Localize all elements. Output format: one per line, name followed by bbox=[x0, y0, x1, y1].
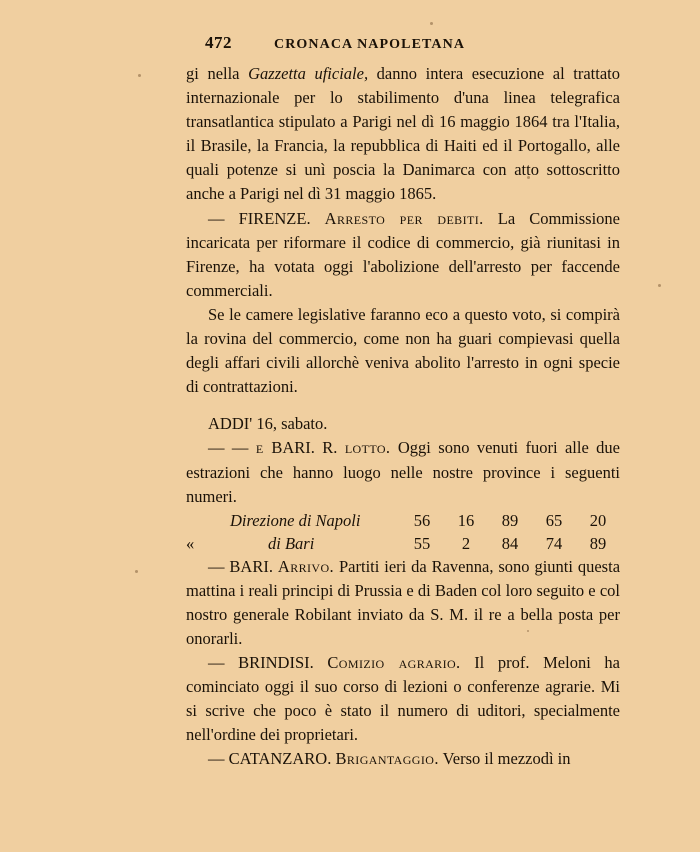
paragraph-text: La Commissione incaricata per riformare il codice di commercio, già riunitasi in Firenze, ha votata oggi l'abolizione dell'arresto per faccende commerciali. bbox=[186, 208, 620, 300]
lotto-number: 20 bbox=[589, 510, 607, 530]
lotto-number: 16 bbox=[457, 510, 475, 530]
paragraph-text: Partiti ieri da Ravenna, sono giunti questa mattina i reali principi di Prussia e di Baden col loro seguito e col nostro generale Robilant inviato da S. M. il re a bella posta per onorarli. bbox=[186, 556, 621, 648]
date-line: ADDI' 16, sabato. bbox=[208, 414, 328, 434]
page-speck bbox=[430, 22, 433, 25]
page-speck bbox=[658, 284, 661, 287]
lotto-number: 74 bbox=[545, 533, 563, 553]
paragraph-text: danno intera esecuzione al trattato internazionale per lo stabilimento d'una linea telegrafica transatlantica stipulato a Parigi nel dì 16 maggio 1864 tra l'Italia, il Brasile, la Francia, la repubblica di Haiti ed il Portogallo, alle quali potenze si unì poscia la Danimarca con atto sottoscritto anche a Parigi nel dì 31 maggio 1865. bbox=[186, 64, 620, 204]
page-speck bbox=[138, 74, 141, 77]
paragraph-bari-arrivo bbox=[186, 555, 620, 651]
row-guillemet bbox=[186, 509, 212, 532]
lotto-number: 89 bbox=[501, 510, 519, 530]
paragraph-continuation bbox=[186, 62, 620, 207]
section-heading: Arrivo. bbox=[277, 556, 335, 576]
lotto-number: 65 bbox=[545, 510, 563, 530]
paragraph-text: Se le camere legislative faranno eco a questo voto, si compirà la rovina del commercio, come non ha guari compievasi quella degli affari civili allorchè veniva abolito l'arresto in ogni specie di contrattazioni. bbox=[186, 304, 620, 397]
section-heading: lotto. bbox=[344, 438, 391, 458]
em-dash: — bbox=[208, 749, 229, 769]
em-dash: — bbox=[208, 556, 230, 576]
paragraph-comment bbox=[186, 303, 620, 399]
paragraph-text: Il prof. Meloni ha cominciato oggi il suo corso di lezioni o conferenze agrarie. Mi si scrive che poco è stato il numero di uditori, specialmente nell'ordine dei proprietari. bbox=[186, 653, 621, 745]
paragraph-brindisi bbox=[186, 651, 620, 747]
city-name: FIRENZE. bbox=[238, 208, 325, 228]
city-name: BARI. R. bbox=[271, 438, 345, 458]
paragraph-date bbox=[186, 412, 620, 436]
paragraph-lotto bbox=[186, 436, 620, 508]
lotto-number: 2 bbox=[461, 533, 471, 553]
paragraph-text: Oggi sono venuti fuori alle due estrazioni che hanno luogo nelle nostre province i seguenti numeri. bbox=[186, 438, 620, 506]
em-dash: — bbox=[208, 653, 239, 673]
page-header bbox=[0, 33, 700, 53]
italic-title: Gazzetta uficiale, bbox=[248, 64, 369, 83]
city-name: BARI. bbox=[229, 556, 278, 576]
row-label: Direzione di Napoli bbox=[230, 510, 361, 530]
lotto-numbers-table bbox=[186, 509, 620, 555]
lotto-number: 55 bbox=[413, 533, 431, 553]
em-dash-double: — — bbox=[208, 438, 256, 458]
paragraph-catanzaro bbox=[186, 747, 620, 771]
page-number: 472 bbox=[205, 33, 232, 52]
row-label: di Bari bbox=[268, 533, 315, 553]
em-dash: — bbox=[208, 208, 239, 228]
page-speck bbox=[135, 570, 138, 573]
paragraph-text: Verso il mezzodì in bbox=[438, 749, 571, 769]
section-heading: Brigantaggio. bbox=[335, 749, 439, 769]
table-row bbox=[186, 509, 620, 532]
page-body bbox=[186, 62, 620, 772]
paragraph-firenze bbox=[186, 207, 620, 303]
running-title: CRONACA NAPOLETANA bbox=[274, 37, 466, 52]
lotto-number: 84 bbox=[501, 533, 519, 553]
section-heading: Arresto per debiti. bbox=[324, 208, 484, 228]
row-guillemet: « bbox=[186, 533, 195, 553]
section-heading: Comizio agrario. bbox=[327, 653, 461, 673]
lotto-number: 56 bbox=[413, 510, 431, 530]
city-name: BRINDISI. bbox=[238, 653, 328, 673]
lotto-number: 89 bbox=[589, 533, 607, 553]
city-name: CATANZARO. bbox=[228, 749, 336, 769]
paragraph-text: gi nella bbox=[186, 64, 249, 83]
conjunction-e: e bbox=[255, 438, 272, 458]
table-row bbox=[186, 532, 620, 555]
